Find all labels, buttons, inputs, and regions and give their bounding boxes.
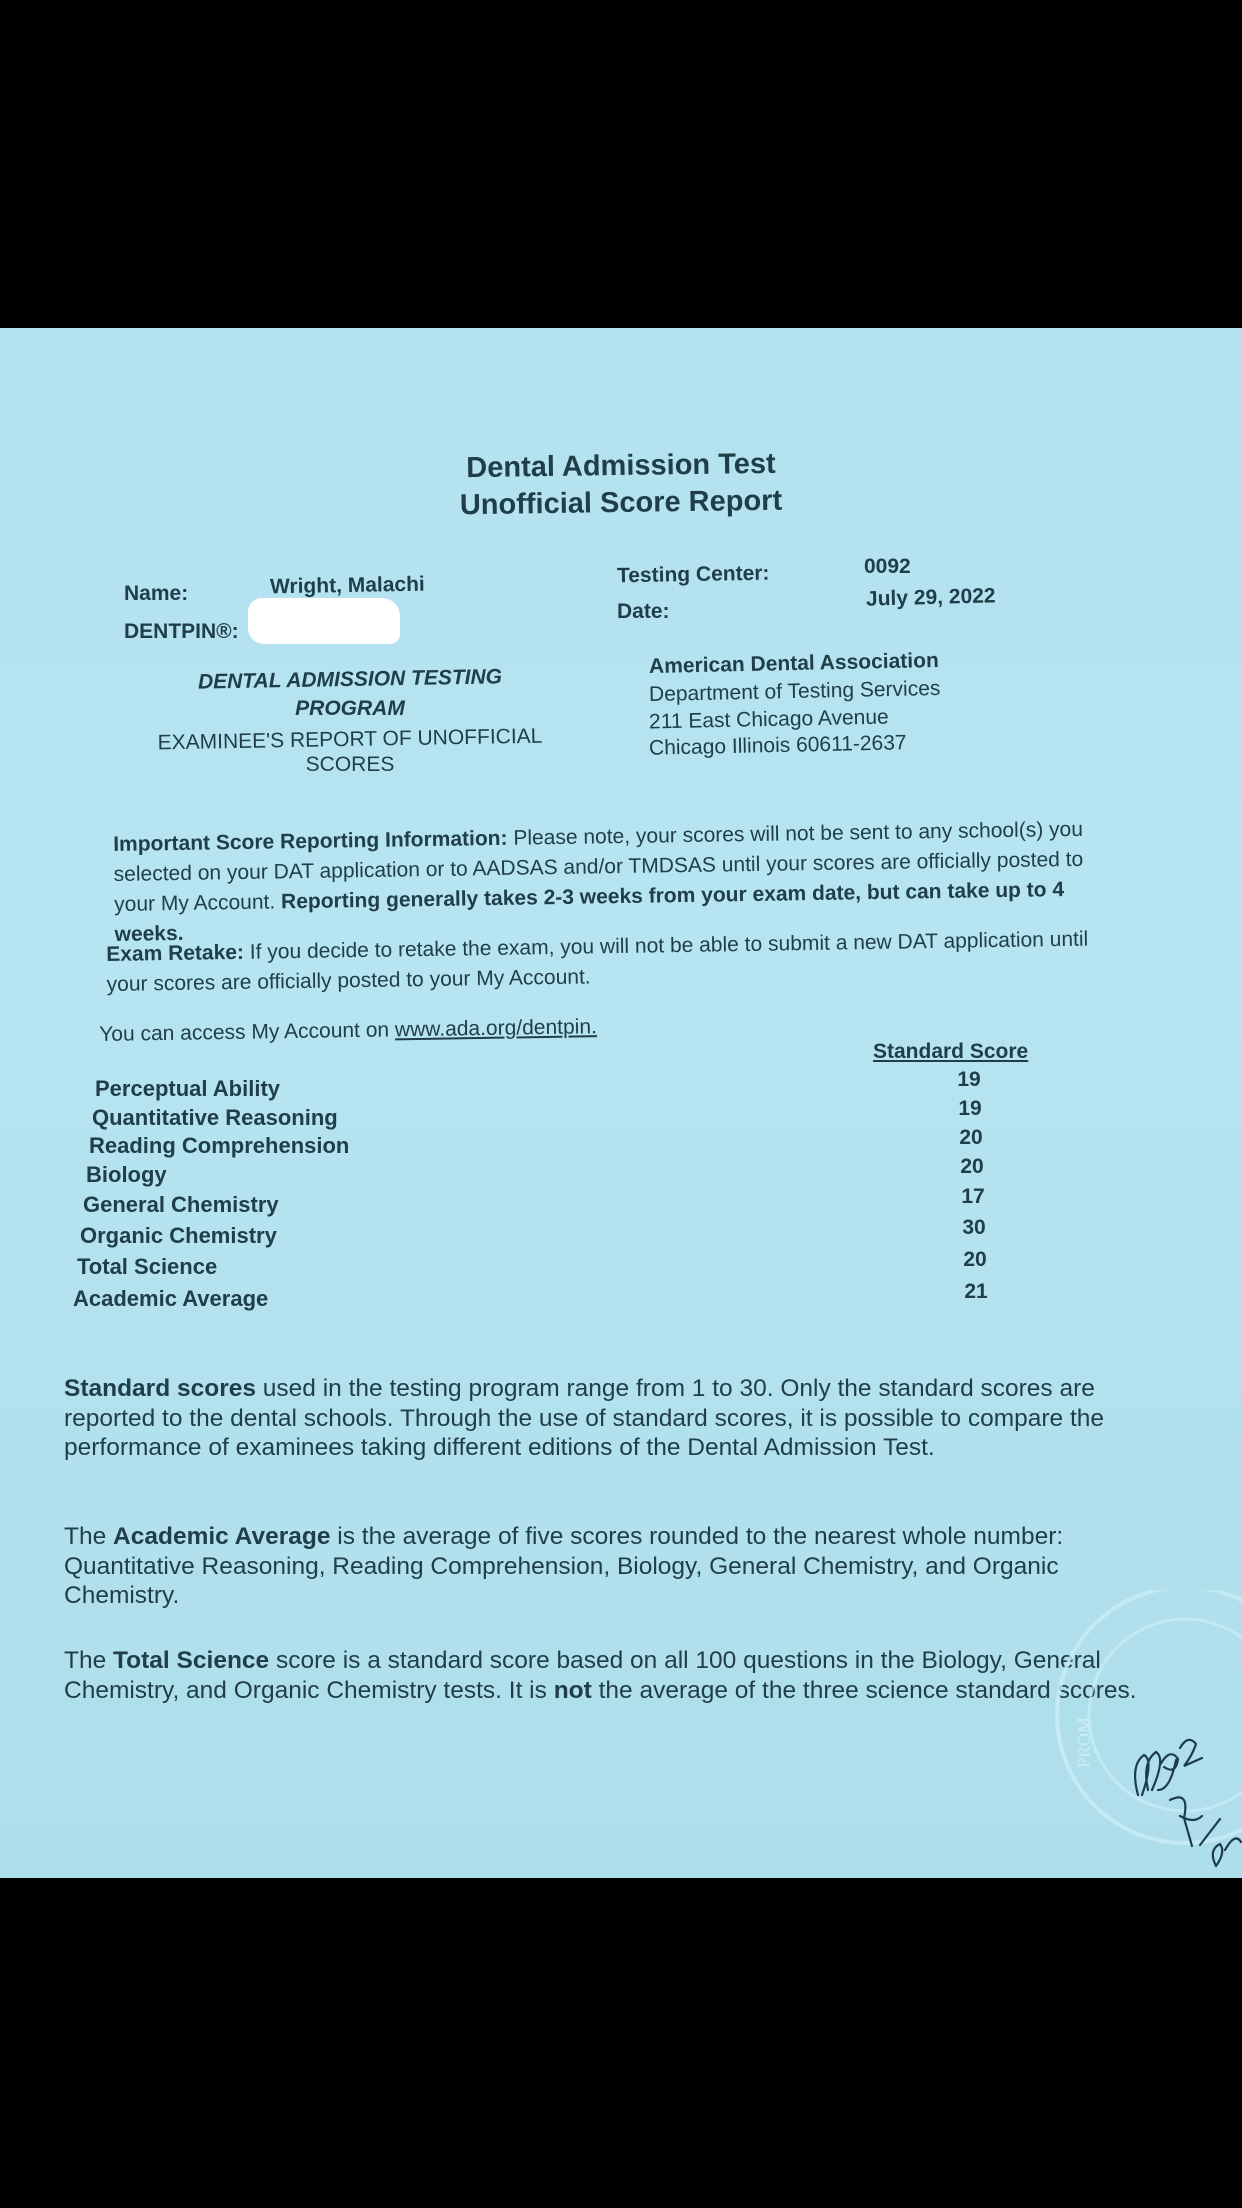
dentpin-label: DENTPIN®: bbox=[124, 620, 239, 643]
org-street: 211 East Chicago Avenue bbox=[648, 705, 889, 734]
standard-score-header: Standard Score bbox=[873, 1040, 1029, 1063]
org-name: American Dental Association bbox=[648, 648, 940, 679]
testing-center-label: Testing Center: bbox=[616, 561, 770, 588]
important-bold: Reporting generally takes 2-3 weeks from your exam date, but can take up to 4 weeks. bbox=[114, 878, 1065, 946]
score-label: Organic Chemistry bbox=[80, 1223, 277, 1248]
academic-average-term: Academic Average bbox=[113, 1523, 331, 1550]
score-value: 21 bbox=[964, 1280, 988, 1303]
program-line1: DENTAL ADMISSION TESTING bbox=[197, 665, 503, 694]
org-dept: Department of Testing Services bbox=[648, 676, 941, 707]
program-line4: SCORES bbox=[305, 753, 395, 776]
dentpin-link[interactable]: www.ada.org/dentpin. bbox=[394, 1015, 598, 1042]
p2-pre: The bbox=[64, 1523, 114, 1550]
total-science-term: Total Science bbox=[113, 1647, 270, 1674]
p3-pre: The bbox=[64, 1647, 114, 1674]
date-value: July 29, 2022 bbox=[865, 584, 996, 611]
not-emphasis: not bbox=[553, 1676, 592, 1704]
p3-text: score is a standard score based on all 100 questions in the Biology, General Chemistry, and Organic Chemistry tests. It is bbox=[64, 1647, 1101, 1704]
p1-text: used in the testing program range from 1 to 30. Only the standard scores are reported to the dental schools. Through the use of standard scores, it is possible to compare the performance of examinees taking different editions of the Dental Admission Test. bbox=[64, 1375, 1105, 1461]
p2-text: is the average of five scores rounded to the nearest whole number: Quantitative Reasoning, Reading Comprehension, Biology, General Chemistry, and Organic Chemistry. bbox=[64, 1523, 1064, 1609]
score-value: 30 bbox=[962, 1216, 986, 1239]
total-science-explanation bbox=[64, 1646, 1174, 1705]
testing-center-value: 0092 bbox=[864, 555, 911, 578]
score-label: Reading Comprehension bbox=[89, 1133, 350, 1158]
p3-text2: the average of the three science standard scores. bbox=[591, 1676, 1137, 1704]
score-label: Quantitative Reasoning bbox=[92, 1105, 338, 1130]
retake-text: If you decide to retake the exam, you will not be able to submit a new DAT application until your scores are officially posted to your My Account. bbox=[106, 927, 1089, 996]
date-label: Date: bbox=[617, 600, 670, 623]
redacted-dentpin bbox=[248, 598, 400, 644]
score-label: Perceptual Ability bbox=[95, 1076, 281, 1101]
score-value: 20 bbox=[963, 1248, 987, 1271]
score-label: Academic Average bbox=[73, 1286, 269, 1311]
score-label: Total Science bbox=[77, 1254, 218, 1279]
svg-text:PROM: PROM bbox=[1074, 1716, 1094, 1768]
program-line3: EXAMINEE'S REPORT OF UNOFFICIAL bbox=[157, 724, 543, 755]
standard-scores-term: Standard scores bbox=[64, 1375, 256, 1402]
score-label: General Chemistry bbox=[83, 1192, 279, 1217]
score-value: 17 bbox=[961, 1185, 985, 1208]
score-label: Biology bbox=[86, 1162, 167, 1187]
retake-label: Exam Retake: bbox=[106, 940, 245, 966]
org-city: Chicago Illinois 60611-2637 bbox=[648, 731, 907, 760]
report-title: Dental Admission Test bbox=[466, 447, 776, 485]
embossed-seal-icon bbox=[1020, 1590, 1242, 1878]
program-line2: PROGRAM bbox=[295, 697, 405, 720]
academic-average-explanation bbox=[64, 1522, 1174, 1611]
score-value: 19 bbox=[958, 1097, 982, 1120]
access-text: You can access My Account on bbox=[99, 1018, 396, 1046]
standard-scores-explanation bbox=[64, 1374, 1174, 1463]
report-subtitle: Unofficial Score Report bbox=[459, 484, 783, 522]
name-label: Name: bbox=[124, 582, 189, 605]
important-label: Important Score Reporting Information: bbox=[113, 826, 508, 856]
score-value: 20 bbox=[960, 1155, 984, 1178]
score-value: 19 bbox=[957, 1068, 981, 1091]
important-text: Please note, your scores will not be sent to any school(s) you selected on your DAT application or to AADSAS and/or TMDSAS until your scores are officially posted to your My Account. bbox=[113, 817, 1084, 916]
score-value: 20 bbox=[959, 1126, 983, 1149]
name-value: Wright, Malachi bbox=[269, 572, 425, 599]
